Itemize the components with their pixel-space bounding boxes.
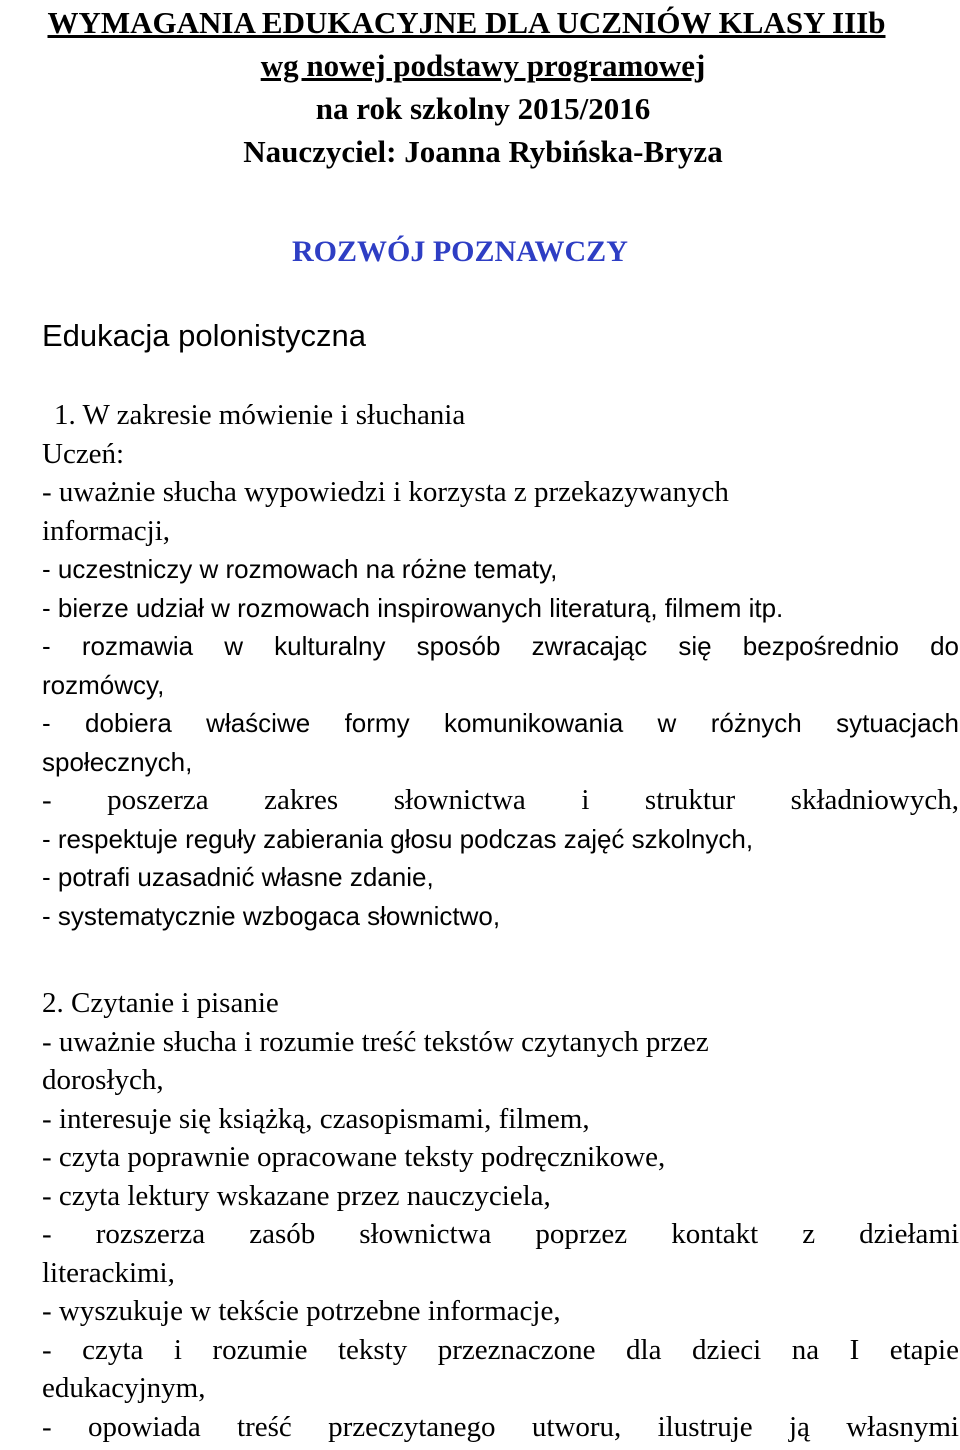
list-item: - opowiada treść przeczytanego utworu, ilustruje ją własnymi [42,1410,959,1443]
header-teacher: Nauczyciel: Joanna Rybińska-Bryza [243,134,723,169]
header-school-year: na rok szkolny 2015/2016 [315,91,651,126]
part2-heading: 2. Czytanie i pisanie [42,987,279,1019]
list-item: - systematycznie wzbogaca słownictwo, [42,900,501,931]
subject-heading: Edukacja polonistyczna [42,318,366,353]
list-item: literackimi, [42,1256,175,1289]
list-item: Uczeń: [42,437,125,470]
list-item: - uczestniczy w rozmowach na różne tematy, [42,554,558,584]
list-item: - uważnie słucha i rozumie treść tekstów czytanych przez [42,1025,709,1058]
list-item: - bierze udział w rozmowach inspirowanych literaturą, filmem itp. [42,592,784,623]
list-item: - wyszukuje w tekście potrzebne informacje, [42,1295,561,1327]
list-item: - potrafi uzasadnić własne zdanie, [42,862,434,892]
header-title: WYMAGANIA EDUKACYJNE DLA UCZNIÓW KLASY IIIb [47,5,886,40]
list-item: - interesuje się książką, czasopismami, filmem, [42,1102,590,1135]
list-item: - rozszerza zasób słownictwa poprzez kontakt z dziełami [42,1218,959,1250]
list-item: edukacyjnym, [42,1372,206,1404]
list-item: dorosłych, [42,1064,164,1096]
part1-heading: 1. W zakresie mówienie i słuchania [54,399,466,431]
list-item: informacji, [42,514,171,547]
list-item: - dobiera właściwe formy komunikowania w różnych sytuacjach [42,708,959,738]
list-item: - czyta lektury wskazane przez nauczyciela, [42,1179,551,1212]
header-curriculum: wg nowej podstawy programowej [260,48,706,83]
list-item: - poszerza zakres słownictwa i struktur składniowych, [42,784,959,816]
list-item: - czyta i rozumie teksty przeznaczone dla dzieci na I etapie [42,1333,959,1366]
section-title: ROZWÓJ POZNAWCZY [292,235,628,268]
speaking-listening-section [42,396,959,935]
list-item: - rozmawia w kulturalny sposób zwracając się bezpośrednio do [42,631,959,661]
list-item: - respektuje reguły zabierania głosu podczas zajęć szkolnych, [42,823,754,854]
list-item: - czyta poprawnie opracowane teksty podręcznikowe, [42,1141,666,1173]
reading-writing-section [42,984,959,1446]
list-item: rozmówcy, [42,669,165,700]
list-item: - uważnie słucha wypowiedzi i korzysta z przekazywanych [42,476,729,508]
list-item: społecznych, [42,746,193,777]
